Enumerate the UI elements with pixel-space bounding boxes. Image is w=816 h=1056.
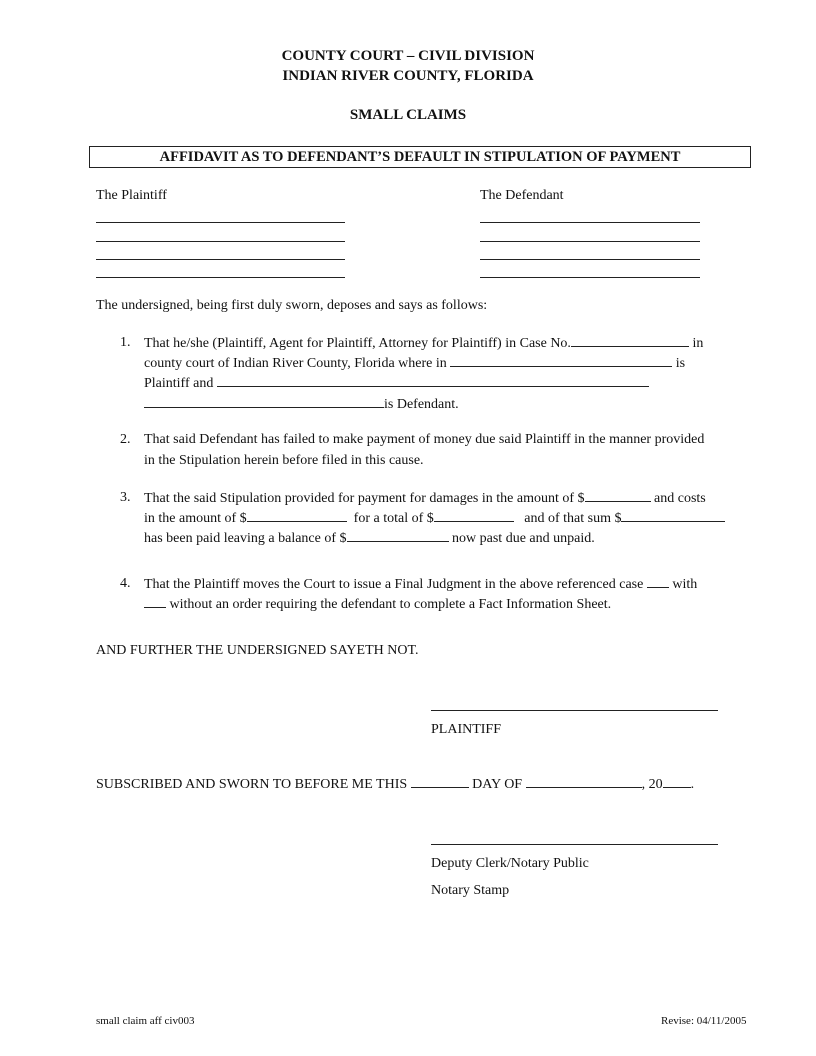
item-4-text: That the Plaintiff moves the Court to issue a Final Judgment in the above referenced case: [144, 577, 644, 592]
item-1-text: is Defendant.: [384, 397, 459, 412]
item-4-text: without an order requiring the defendant to complete a Fact Information Sheet.: [169, 597, 612, 612]
item-3-text: That the said Stipulation provided for payment for damages in the amount of $: [144, 491, 585, 506]
balance-amount-blank[interactable]: [347, 528, 449, 542]
item-1-line-2: [144, 353, 685, 374]
form-id: small claim aff civ003: [96, 1015, 195, 1027]
plaintiff-signature-line[interactable]: [431, 710, 718, 711]
sworn-text: DAY OF: [472, 777, 523, 792]
item-2-line-1: That said Defendant has failed to make payment of money due said Plaintiff in the manner provided: [144, 432, 705, 447]
item-1-text: is: [675, 356, 686, 371]
item-3-line-2: [144, 508, 725, 529]
item-3-text: has been paid leaving a balance of $: [144, 531, 347, 546]
intro-text: The undersigned, being first duly sworn, deposes and says as follows:: [96, 298, 488, 313]
item-3-number: 3.: [120, 490, 131, 505]
item-1-text: county court of Indian River County, Florida where in: [144, 356, 447, 371]
item-4-text: with: [672, 577, 698, 592]
item-3-text: for a total of $: [353, 511, 434, 526]
plaintiff-signature-label: PLAINTIFF: [431, 722, 502, 737]
damages-amount-blank[interactable]: [585, 488, 651, 502]
defendant-line-2[interactable]: [480, 241, 700, 242]
item-3-line-3: [144, 528, 595, 549]
sworn-month-blank[interactable]: [526, 774, 642, 788]
plaintiff-line-4[interactable]: [96, 277, 345, 278]
total-amount-blank[interactable]: [434, 508, 514, 522]
item-3-text: now past due and unpaid.: [452, 531, 595, 546]
notary-stamp-label: Notary Stamp: [431, 883, 510, 898]
with-checkbox-blank[interactable]: [647, 574, 669, 588]
without-checkbox-blank[interactable]: [144, 594, 166, 608]
item-1-line-3: [144, 373, 649, 394]
sworn-text: , 20: [641, 777, 663, 792]
item-1-number: 1.: [120, 335, 131, 350]
court-heading: COUNTY COURT – CIVIL DIVISION: [281, 48, 535, 64]
item-3-text: and costs: [654, 491, 706, 506]
county-heading: INDIAN RIVER COUNTY, FLORIDA: [282, 68, 534, 84]
item-3-text: and of that sum $: [524, 511, 622, 526]
claims-heading: SMALL CLAIMS: [349, 107, 467, 123]
case-number-blank[interactable]: [571, 333, 689, 347]
clerk-label: Deputy Clerk/Notary Public: [431, 856, 589, 871]
item-3-text: in the amount of $: [144, 511, 247, 526]
defendant-label: The Defendant: [480, 188, 564, 203]
sworn-year-blank[interactable]: [663, 774, 691, 788]
defendant-line-1[interactable]: [480, 222, 700, 223]
item-4-number: 4.: [120, 576, 131, 591]
item-1-text: That he/she (Plaintiff, Agent for Plaintiff, Attorney for Plaintiff) in Case No.: [144, 336, 571, 351]
document-title: AFFIDAVIT AS TO DEFENDANT’S DEFAULT IN STIPULATION OF PAYMENT: [89, 146, 751, 168]
sworn-day-blank[interactable]: [411, 774, 469, 788]
defendant-name-blank-2[interactable]: [144, 394, 384, 408]
defendant-line-4[interactable]: [480, 277, 700, 278]
defendant-name-blank[interactable]: [217, 373, 649, 387]
item-1-text: Plaintiff and: [144, 376, 214, 391]
plaintiff-line-3[interactable]: [96, 259, 345, 260]
plaintiff-name-blank[interactable]: [450, 353, 672, 367]
item-1-line-4: [144, 394, 459, 415]
revision-date: Revise: 04/11/2005: [661, 1015, 747, 1027]
item-3-line-1: [144, 488, 706, 509]
defendant-line-3[interactable]: [480, 259, 700, 260]
item-2-number: 2.: [120, 432, 131, 447]
sworn-statement: [96, 774, 694, 795]
item-2-line-2: in the Stipulation herein before filed in this cause.: [144, 453, 424, 468]
item-4-line-1: [144, 574, 697, 595]
item-1-line-1: [144, 333, 703, 354]
closing-statement: AND FURTHER THE UNDERSIGNED SAYETH NOT.: [96, 643, 419, 658]
costs-amount-blank[interactable]: [247, 508, 347, 522]
clerk-signature-line[interactable]: [431, 844, 718, 845]
item-4-line-2: [144, 594, 611, 615]
item-1-text: in: [692, 336, 704, 351]
paid-amount-blank[interactable]: [621, 508, 725, 522]
sworn-text: .: [690, 777, 695, 792]
plaintiff-label: The Plaintiff: [96, 188, 167, 203]
plaintiff-line-2[interactable]: [96, 241, 345, 242]
plaintiff-line-1[interactable]: [96, 222, 345, 223]
sworn-text: SUBSCRIBED AND SWORN TO BEFORE ME THIS: [96, 777, 408, 792]
